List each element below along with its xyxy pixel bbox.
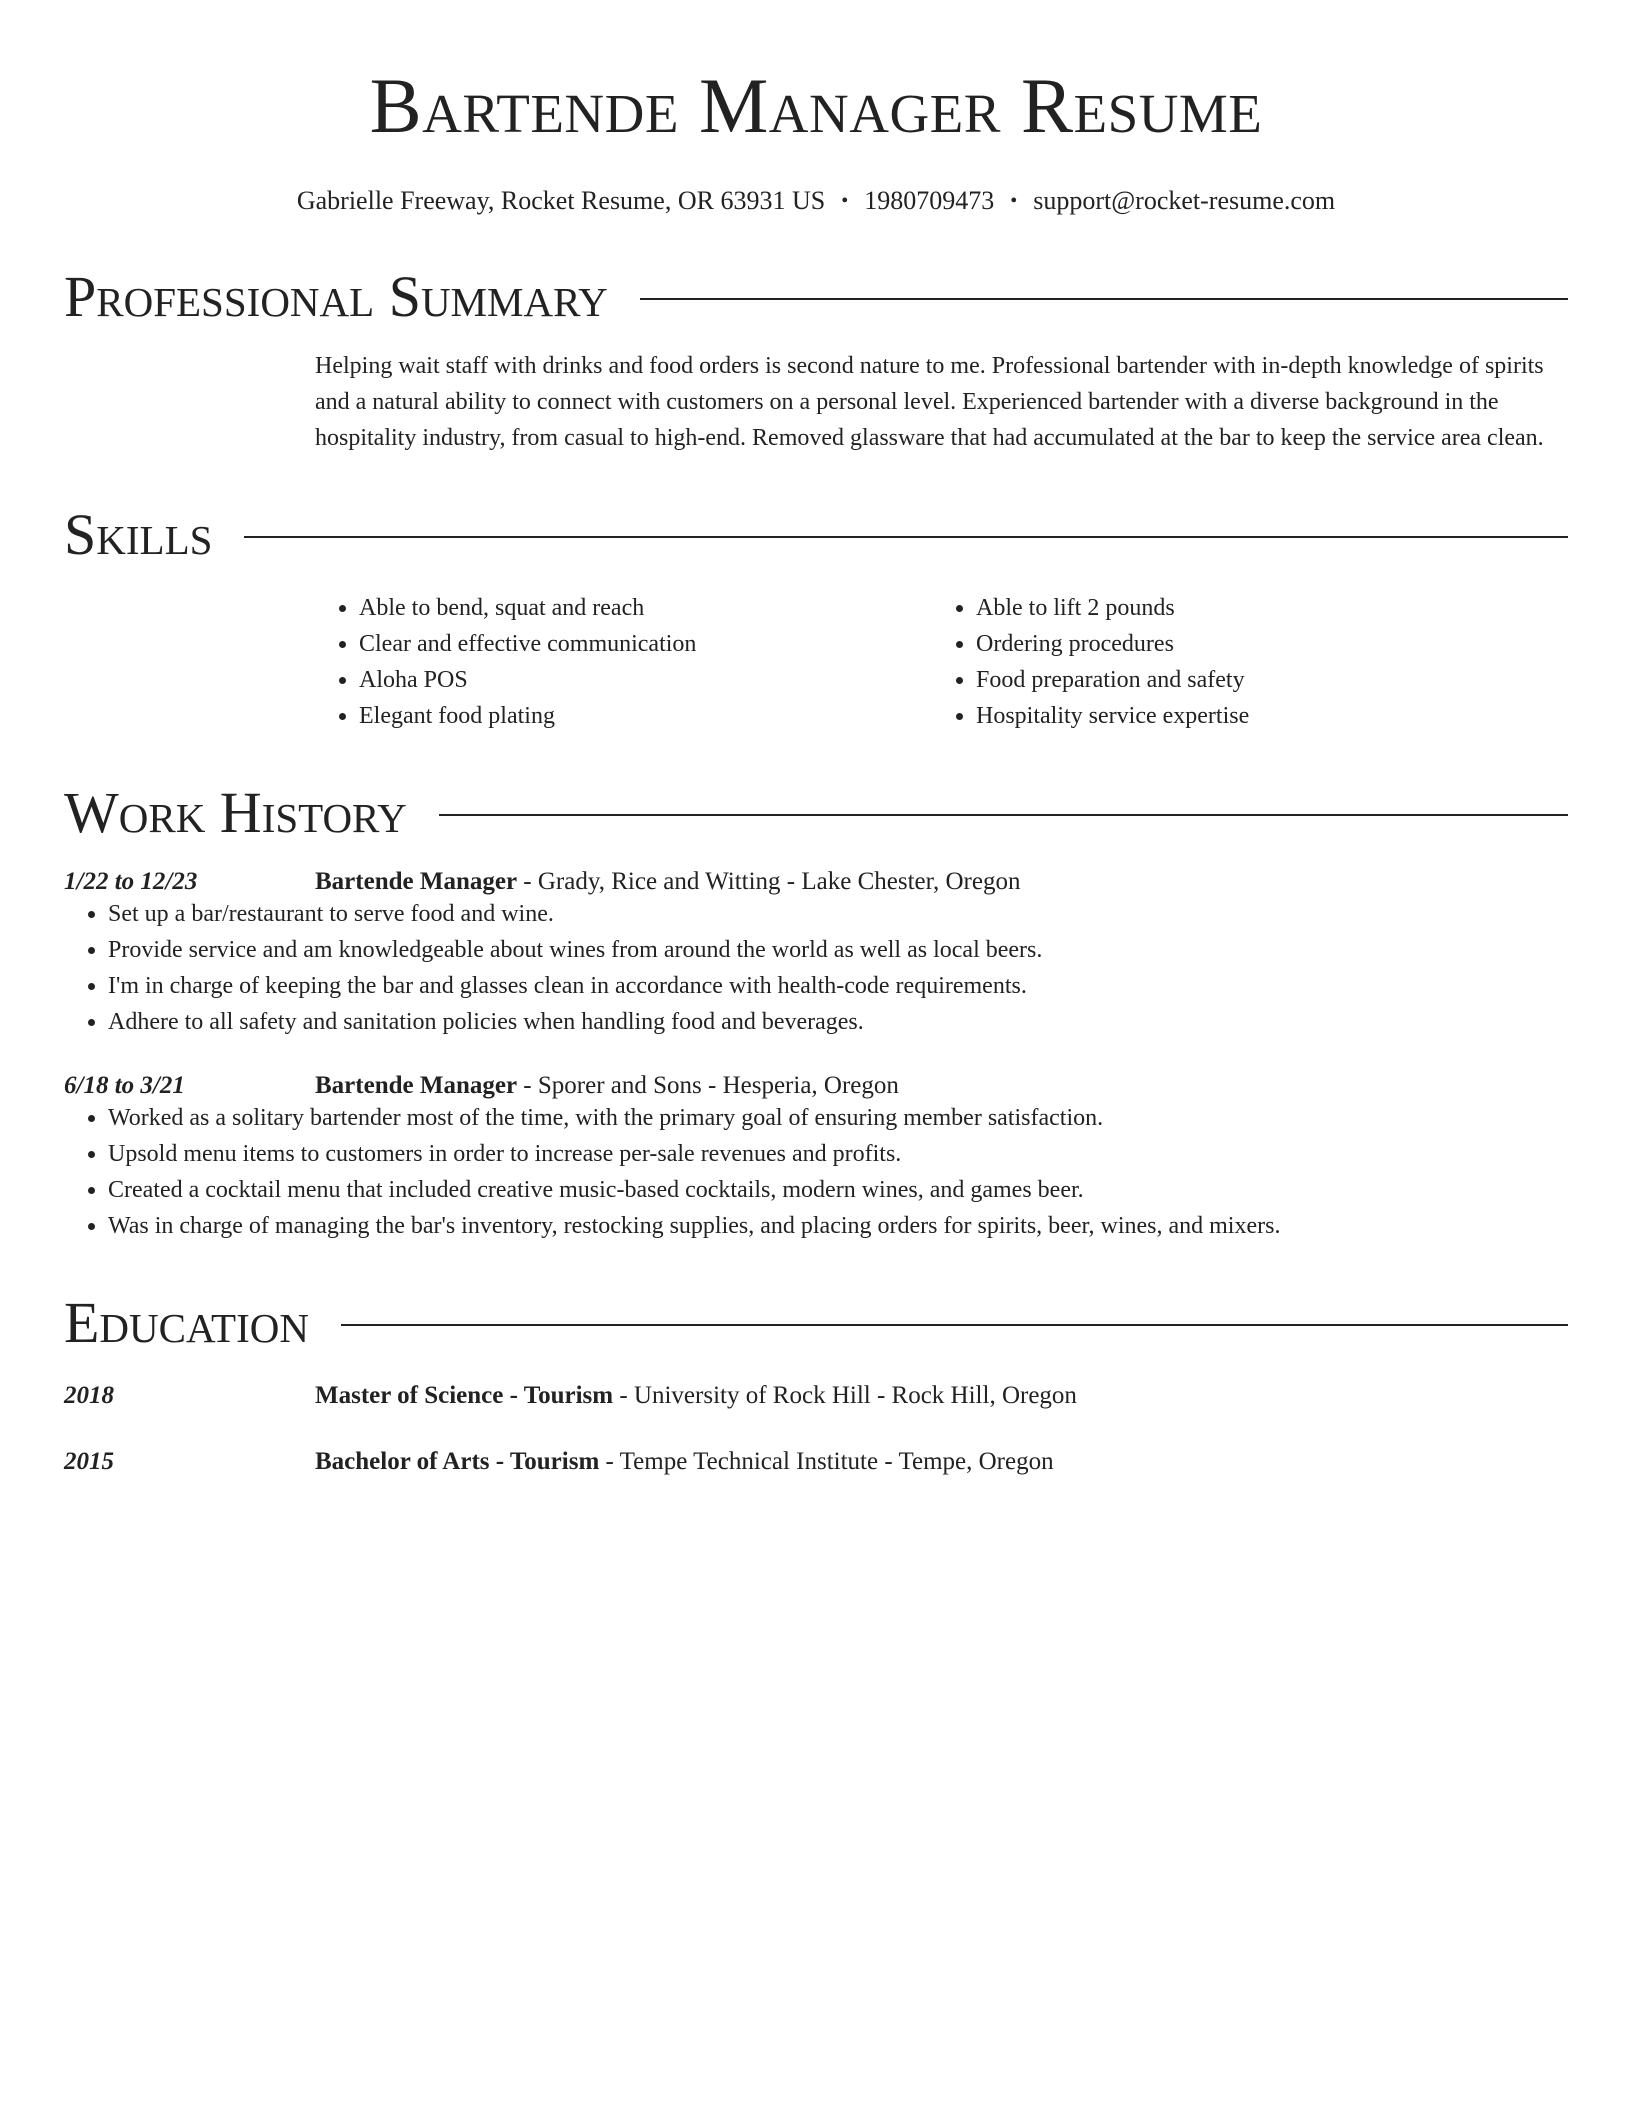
skill-item: • Clear and effective communication xyxy=(359,626,932,662)
section-header-work xyxy=(64,780,1568,846)
job-details: - Sporer and Sons - Hesperia, Oregon xyxy=(517,1072,899,1099)
education-details: - University of Rock Hill - Rock Hill, Oregon xyxy=(613,1382,1077,1409)
job-dates: 1/22 to 12/23 xyxy=(64,868,198,895)
section-divider xyxy=(640,298,1568,300)
skill-item: • Elegant food plating xyxy=(359,698,932,734)
education-entry xyxy=(64,1448,1568,1476)
job-bullet: • Provide service and am knowledgeable about wines from around the world as well as local beers. xyxy=(108,932,1568,968)
section-title-skills: Skills xyxy=(64,502,213,567)
education-entry xyxy=(64,1382,1568,1410)
job-heading xyxy=(315,868,1020,896)
job-bullet: • I'm in charge of keeping the bar and glasses clean in accordance with health-code requirements. xyxy=(108,968,1568,1004)
job-bullet-list xyxy=(64,1100,1568,1244)
section-title-education: Education xyxy=(64,1290,309,1355)
job-bullet: • Created a cocktail menu that included creative music-based cocktails, modern wines, and games beer. xyxy=(108,1172,1568,1208)
resume-title: Bartende Manager Resume xyxy=(369,62,1263,149)
education-degree: Bachelor of Arts - Tourism xyxy=(315,1448,600,1475)
skill-item: • Aloha POS xyxy=(359,662,932,698)
job-header xyxy=(64,1072,1568,1100)
contact-address: Gabrielle Freeway, Rocket Resume, OR 63931 US xyxy=(296,186,826,215)
section-header-summary xyxy=(64,264,1568,330)
job-heading xyxy=(315,1072,899,1100)
skills-column-left xyxy=(315,590,932,734)
skills-list xyxy=(315,590,1568,734)
job-bullet: • Was in charge of managing the bar's inventory, restocking supplies, and placing orders for spirits, beer, wines, and mixers. xyxy=(108,1208,1568,1244)
job-entry xyxy=(64,1072,1568,1244)
section-title-summary: Professional Summary xyxy=(64,264,608,329)
contact-separator: • xyxy=(1010,190,1018,212)
section-title-work: Work History xyxy=(64,780,407,845)
job-bullet: • Adhere to all safety and sanitation policies when handling food and beverages. xyxy=(108,1004,1568,1040)
section-divider xyxy=(439,814,1568,816)
education-details: - Tempe Technical Institute - Tempe, Oregon xyxy=(599,1448,1054,1475)
education-heading xyxy=(315,1382,1077,1410)
skill-item: • Hospitality service expertise xyxy=(976,698,1549,734)
skill-item: • Able to lift 2 pounds xyxy=(976,590,1549,626)
education-heading xyxy=(315,1448,1054,1476)
job-bullet: • Worked as a solitary bartender most of the time, with the primary goal of ensuring member satisfaction. xyxy=(108,1100,1568,1136)
skill-item: • Able to bend, squat and reach xyxy=(359,590,932,626)
job-entry xyxy=(64,868,1568,1040)
education-year: 2015 xyxy=(64,1448,114,1475)
job-title: Bartende Manager xyxy=(315,868,518,895)
contact-line xyxy=(64,184,1568,218)
skills-column-right xyxy=(932,590,1549,734)
job-header xyxy=(64,868,1568,896)
section-header-skills xyxy=(64,502,1568,568)
skill-item: • Food preparation and safety xyxy=(976,662,1549,698)
education-year: 2018 xyxy=(64,1382,114,1409)
summary-text: Helping wait staff with drinks and food orders is second nature to me. Professional bartender with in-depth knowledge of spirits and a natural ability to connect with customers on a personal level. Experienced bartender with a diverse background in the hospitality industry, from casual to high-end. Removed glassware that had accumulated at the bar to keep the service area clean. xyxy=(315,353,1544,451)
contact-separator: • xyxy=(841,190,849,212)
job-bullet-list xyxy=(64,896,1568,1040)
job-dates: 6/18 to 3/21 xyxy=(64,1072,185,1099)
section-header-education xyxy=(64,1290,1568,1356)
job-title: Bartende Manager xyxy=(315,1072,518,1099)
job-details: - Grady, Rice and Witting - Lake Chester, Oregon xyxy=(517,868,1021,895)
contact-phone: 1980709473 xyxy=(864,186,995,215)
contact-email: support@rocket-resume.com xyxy=(1033,186,1336,215)
job-bullet: • Set up a bar/restaurant to serve food and wine. xyxy=(108,896,1568,932)
section-divider xyxy=(341,1324,1568,1326)
skill-item: • Ordering procedures xyxy=(976,626,1549,662)
section-divider xyxy=(244,536,1568,538)
education-degree: Master of Science - Tourism xyxy=(315,1382,614,1409)
job-bullet: • Upsold menu items to customers in order to increase per-sale revenues and profits. xyxy=(108,1136,1568,1172)
